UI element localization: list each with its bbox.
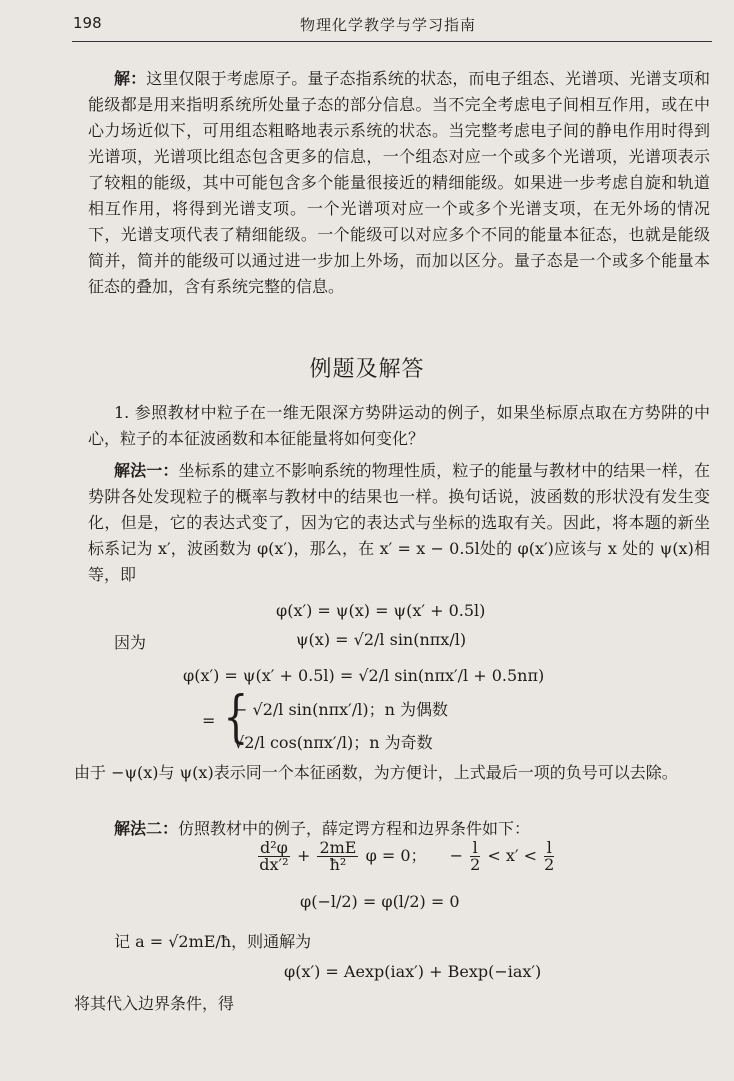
because-label: 因为 [114, 633, 147, 652]
header-rule [72, 41, 712, 42]
energy-fraction: $\frac{2mE}{\text{ħ²}}$ [319, 838, 357, 874]
schrodinger-equation: $\frac{\text{d²φ}}{\text{dx′²}}$ + $\frac{2mE}{\text{ħ²}}$ φ = 0； − $\frac{l}{2}$ < x′ < $\frac{l}{2}$ [259, 838, 555, 874]
method-2-text: 仿照教材中的例子，薛定谔方程和边界条件如下： [178, 819, 531, 838]
method-2-label: 解法二： [114, 819, 179, 838]
boundary-condition: φ(−l/2) = φ(l/2) = 0 [300, 892, 460, 911]
equation-2: ψ(x) = √2/l sin(nπx/l) [296, 630, 467, 649]
equation-1: φ(x′) = ψ(x) = ψ(x′ + 0.5l) [276, 601, 486, 620]
case-brace: { [223, 685, 249, 750]
section-title: 例题及解答 [309, 357, 425, 382]
method-2-paragraph [88, 816, 710, 842]
define-a-line: 记 a = √2mE/ħ，则通解为 [114, 932, 312, 951]
solution-text: 这里仅限于考虑原子。量子态指系统的状态，而电子组态、光谱项、光谱支项和能级都是用来指明系统所处量子态的部分信息。当不完全考虑电子间相互作用，或在中心力场近似下，可用组态粗略地表示系统的状态。当完整考虑电子间的静电作用时得到光谱项，光谱项比组态包含更多的信息，一个组态对应一个或多个光谱项，光谱项表示了较粗的能级，其中可能包含多个能量很接近的精细能级。如果进一步考虑自旋和轨道相互作用，将得到光谱支项。一个光谱项对应一个或多个光谱支项，在无外场的情况下，光谱支项代表了精细能级。一个能级可以对应多个不同的能量本征态，也就是能级简并，简并的能级可以通过进一步加上外场，而加以区分。量子态是一个或多个能量本征态的叠加，含有系统完整的信息。 [88, 69, 710, 296]
d2phi-fraction: $\frac{\text{d²φ}}{\text{dx′²}}$ [259, 838, 289, 874]
page-number: 198 [73, 14, 102, 32]
equation-4-equals: = [202, 711, 216, 730]
solution-paragraph [88, 66, 710, 300]
equation-3: φ(x′) = ψ(x′ + 0.5l) = √2/l sin(nπx′/l + 0.5nπ) [183, 666, 545, 685]
sign-note: 由于 −ψ(x)与 ψ(x)表示同一个本征函数，为方便计，上式最后一项的负号可以去除。 [74, 763, 678, 782]
problem-1: 1. 参照教材中粒子在一维无限深方势阱运动的例子，如果坐标原点取在方势阱的中心，粒子的本征波函数和本征能量将如何变化？ [88, 403, 710, 448]
solution-label: 解： [114, 69, 147, 88]
right-bound-fraction: $\frac{l}{2}$ [544, 838, 555, 874]
left-bound-fraction: $\frac{l}{2}$ [470, 838, 481, 874]
method-1-paragraph [88, 458, 710, 588]
method-1-text: 坐标系的建立不影响系统的物理性质，粒子的能量与教材中的结果一样，在势阱各处发现粒子的概率与教材中的结果也一样。换句话说，波函数的形状没有发生变化，但是，它的表达式变了，因为它的表达式与坐标的选取有关。因此，将本题的新坐标系记为 x′，波函数为 φ(x′)，那么，在 x′ = x − 0.5l处的 φ(x′)应该与 x 处的 ψ(x)相等，即 [88, 461, 710, 584]
equation-4-case-odd: √2/l cos(nπx′/l)；n 为奇数 [234, 733, 433, 752]
equation-4-case-even: − √2/l sin(nπx′/l)；n 为偶数 [234, 700, 448, 719]
final-line: 将其代入边界条件，得 [74, 994, 235, 1013]
method-1-label: 解法一： [114, 461, 179, 480]
running-head-title: 物理化学教学与学习指南 [300, 16, 477, 34]
general-solution: φ(x′) = Aexp(iax′) + Bexp(−iax′) [284, 962, 542, 981]
